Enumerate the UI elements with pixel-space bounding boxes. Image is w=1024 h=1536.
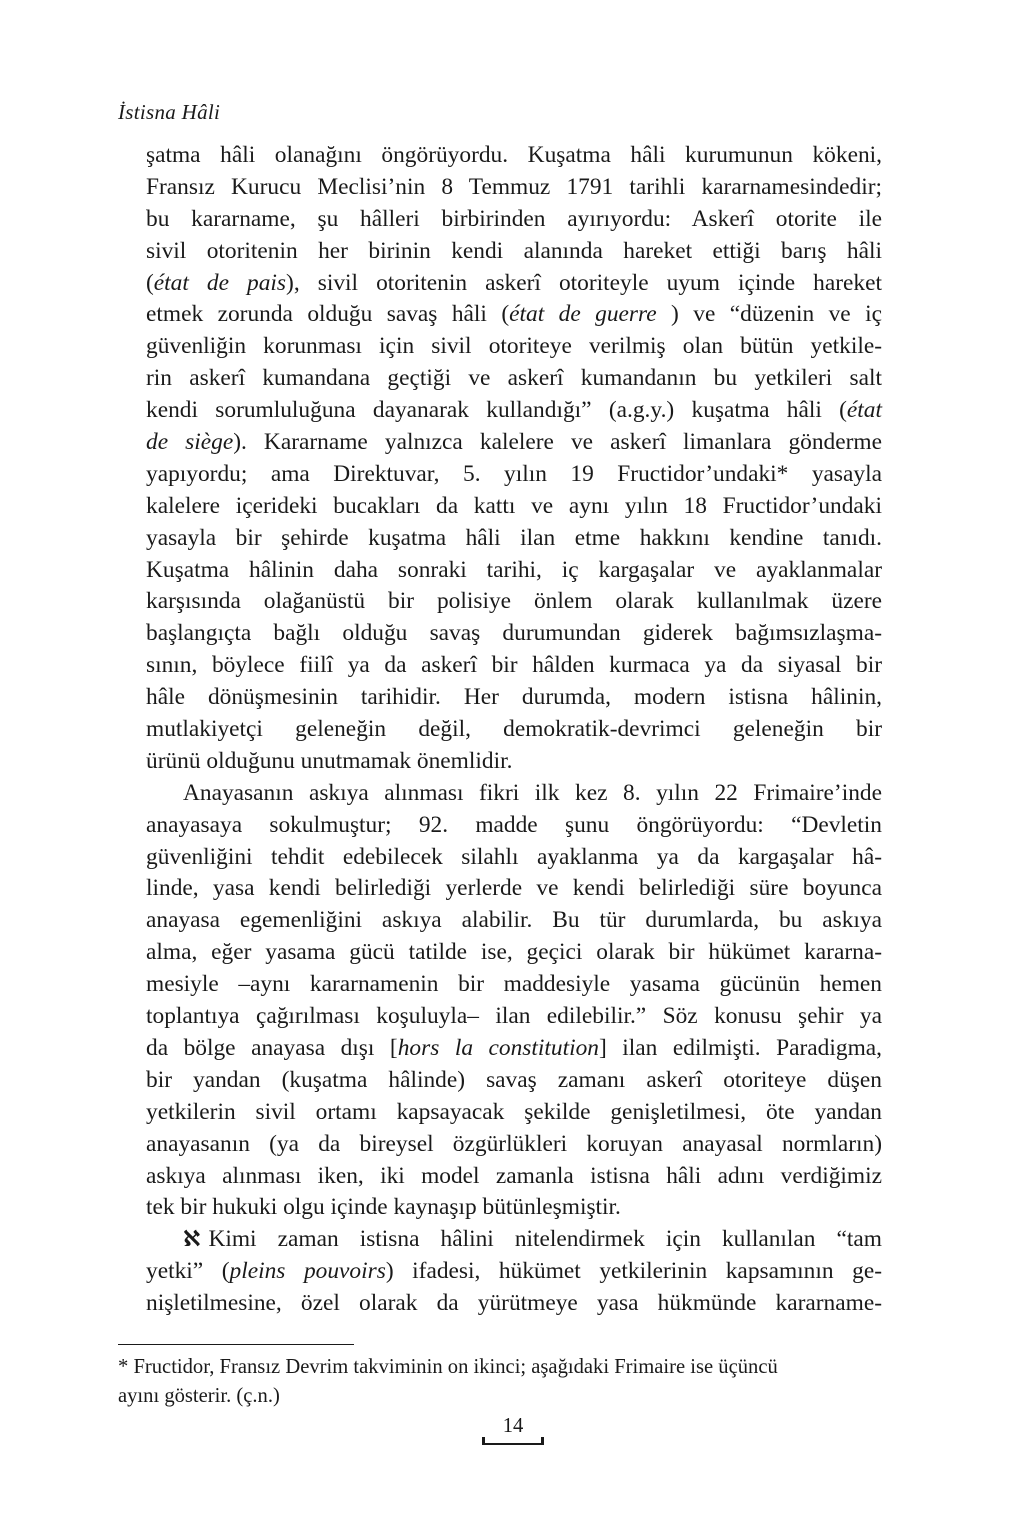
page-number: 14 xyxy=(502,1415,524,1437)
text-segment: ) ifadesi, hükümet yetkilerinin kapsamının ge- xyxy=(385,1258,883,1285)
text-line: sivil otoritenin her birinin kendi alanında hareket ettiği barış hâli xyxy=(146,237,882,264)
aleph-symbol: ℵ xyxy=(183,1227,201,1253)
text-line: yetkilerin sivil ortamı kapsayacak şekilde genişletilmesi, öte yandan xyxy=(146,1098,882,1125)
text-line: bu kararname, şu hâlleri birbirinden ayırıyordu: Askerî otorite ile xyxy=(146,205,882,232)
text-line: karşısında olağanüstü bir polisiye önlem olarak kullanılmak üzere xyxy=(146,588,882,615)
italic-term: état de pais xyxy=(153,269,287,296)
text-line: yapıyordu; ama Direktuvar, 5. yılın 19 Fructidor’undaki* yasayla xyxy=(146,460,882,487)
footnote xyxy=(118,1353,908,1411)
paragraph-start-line xyxy=(146,1224,882,1256)
running-head: İstisna Hâli xyxy=(118,100,221,124)
page-number-rule xyxy=(482,1443,544,1445)
text-line: güvenliğin korunması için sivil otoriteye verilmiş olan bütün yetkile- xyxy=(146,333,882,360)
text-line: anayasaya sokulmuştur; 92. madde şunu öngörüyordu: “Devletin xyxy=(146,811,882,838)
text-line xyxy=(146,1256,882,1288)
text-segment: da bölge anayasa dışı [ xyxy=(146,1034,398,1061)
text-line: anayasa egemenliğini askıya alabilir. Bu tür durumlarda, bu askıya xyxy=(146,907,882,934)
text-segment: ) ve “düzenin ve iç xyxy=(656,301,882,328)
text-line: askıya alınması iken, iki model zamanla istisna hâli adını verdiğimiz xyxy=(146,1162,882,1189)
text-line: toplantıya çağırılması koşuluyla– ilan edilebilir.” Söz konusu şehir ya xyxy=(146,1003,882,1030)
italic-term: état xyxy=(846,397,882,424)
text-line: alma, eğer yasama gücü tatilde ise, geçici olarak bir hükümet kararna- xyxy=(146,939,882,966)
text-segment: etmek zorunda olduğu savaş hâli ( xyxy=(146,301,510,328)
text-line: Fransız Kurucu Meclisi’nin 8 Temmuz 1791 tarihli kararnamesindedir; xyxy=(146,173,882,200)
text-line: hâle dönüşmesinin tarihidir. Her durumda, modern istisna hâlinin, xyxy=(146,684,882,711)
text-segment: ] ilan edilmişti. Paradigma, xyxy=(599,1034,882,1061)
text-segment: ( xyxy=(146,269,154,296)
text-segment: ). Kararname yalnızca kalelere ve askerî limanlara gönderme xyxy=(233,429,882,456)
italic-term: pleins pouvoirs xyxy=(229,1258,386,1285)
text-line: ürünü olduğunu unutmamak önemlidir. xyxy=(146,747,513,774)
text-line: bir yandan (kuşatma hâlinde) savaş zamanı askerî otoriteye düşen xyxy=(146,1066,882,1093)
text-segment: Kimi zaman istisna hâlini nitelendirmek için kullanılan “tam xyxy=(208,1226,882,1253)
text-line xyxy=(146,427,882,459)
text-line: başlangıçta bağlı olduğu savaş durumundan giderek bağımsızlaşma- xyxy=(146,620,882,647)
body-text xyxy=(146,140,882,1320)
text-line: mesiyle –aynı kararnamenin bir maddesiyle yasama gücünün hemen xyxy=(146,971,882,998)
text-line: sının, böylece fiilî ya da askerî bir hâlden kurmaca ya da siyasal bir xyxy=(146,652,882,679)
text-segment: ), sivil otoritenin askerî otoriteyle uyum içinde hareket xyxy=(286,269,882,296)
text-line: kalelere içerideki bucakları da kattı ve aynı yılın 18 Fructidor’undaki xyxy=(146,492,882,519)
italic-term: hors la constitution xyxy=(397,1034,599,1061)
text-line: linde, yasa kendi belirlediği yerlerde ve kendi belirlediği süre boyunca xyxy=(146,875,882,902)
text-segment: kendi sorumluluğuna dayanarak kullandığı” (a.g.y.) kuşatma hâli ( xyxy=(146,397,847,424)
text-line: anayasanın (ya da bireysel özgürlükleri koruyan anayasal normların) xyxy=(146,1130,882,1157)
paragraph-start-line: Anayasanın askıya alınması fikri ilk kez 8. yılın 22 Frimaire’inde xyxy=(183,779,882,806)
text-line: mutlakiyetçi geleneğin değil, demokratik-devrimci geleneğin bir xyxy=(146,716,882,743)
text-line: rin askerî kumandana geçtiği ve askerî kumandanın bu yetkileri salt xyxy=(146,365,882,392)
page-number-rule-tick xyxy=(541,1437,544,1445)
text-line: şatma hâli olanağını öngörüyordu. Kuşatma hâli kurumunun kökeni, xyxy=(146,142,882,168)
text-line: güvenliğini tehdit edebilecek silahlı ayaklanma ya da kargaşalar hâ- xyxy=(146,843,882,870)
text-line: tek bir hukuki olgu içinde kaynaşıp bütünleşmiştir. xyxy=(146,1194,621,1221)
footnote-line: * Fructidor, Fransız Devrim takviminin on ikinci; aşağıdaki Frimaire ise üçüncü xyxy=(118,1356,778,1378)
page-number-rule-tick xyxy=(482,1437,485,1445)
text-line xyxy=(146,1033,882,1065)
text-line xyxy=(146,395,882,427)
footnote-line: ayını gösterir. (ç.n.) xyxy=(118,1385,280,1407)
text-segment: yetki” ( xyxy=(146,1258,230,1285)
text-line: Kuşatma hâlinin daha sonraki tarihi, iç kargaşalar ve ayaklanmalar xyxy=(146,556,882,583)
text-line: yasayla bir şehirde kuşatma hâli ilan etme hakkını kendine tanıdı. xyxy=(146,524,882,551)
footnote-divider xyxy=(118,1344,354,1345)
italic-term: état de guerre xyxy=(509,301,657,328)
text-line: nişletilmesine, özel olarak da yürütmeye yasa hükmünde kararname- xyxy=(146,1290,882,1317)
text-line xyxy=(146,268,882,300)
page-number-block xyxy=(478,1415,548,1449)
italic-term: de siège xyxy=(146,429,234,456)
text-line xyxy=(146,299,882,331)
